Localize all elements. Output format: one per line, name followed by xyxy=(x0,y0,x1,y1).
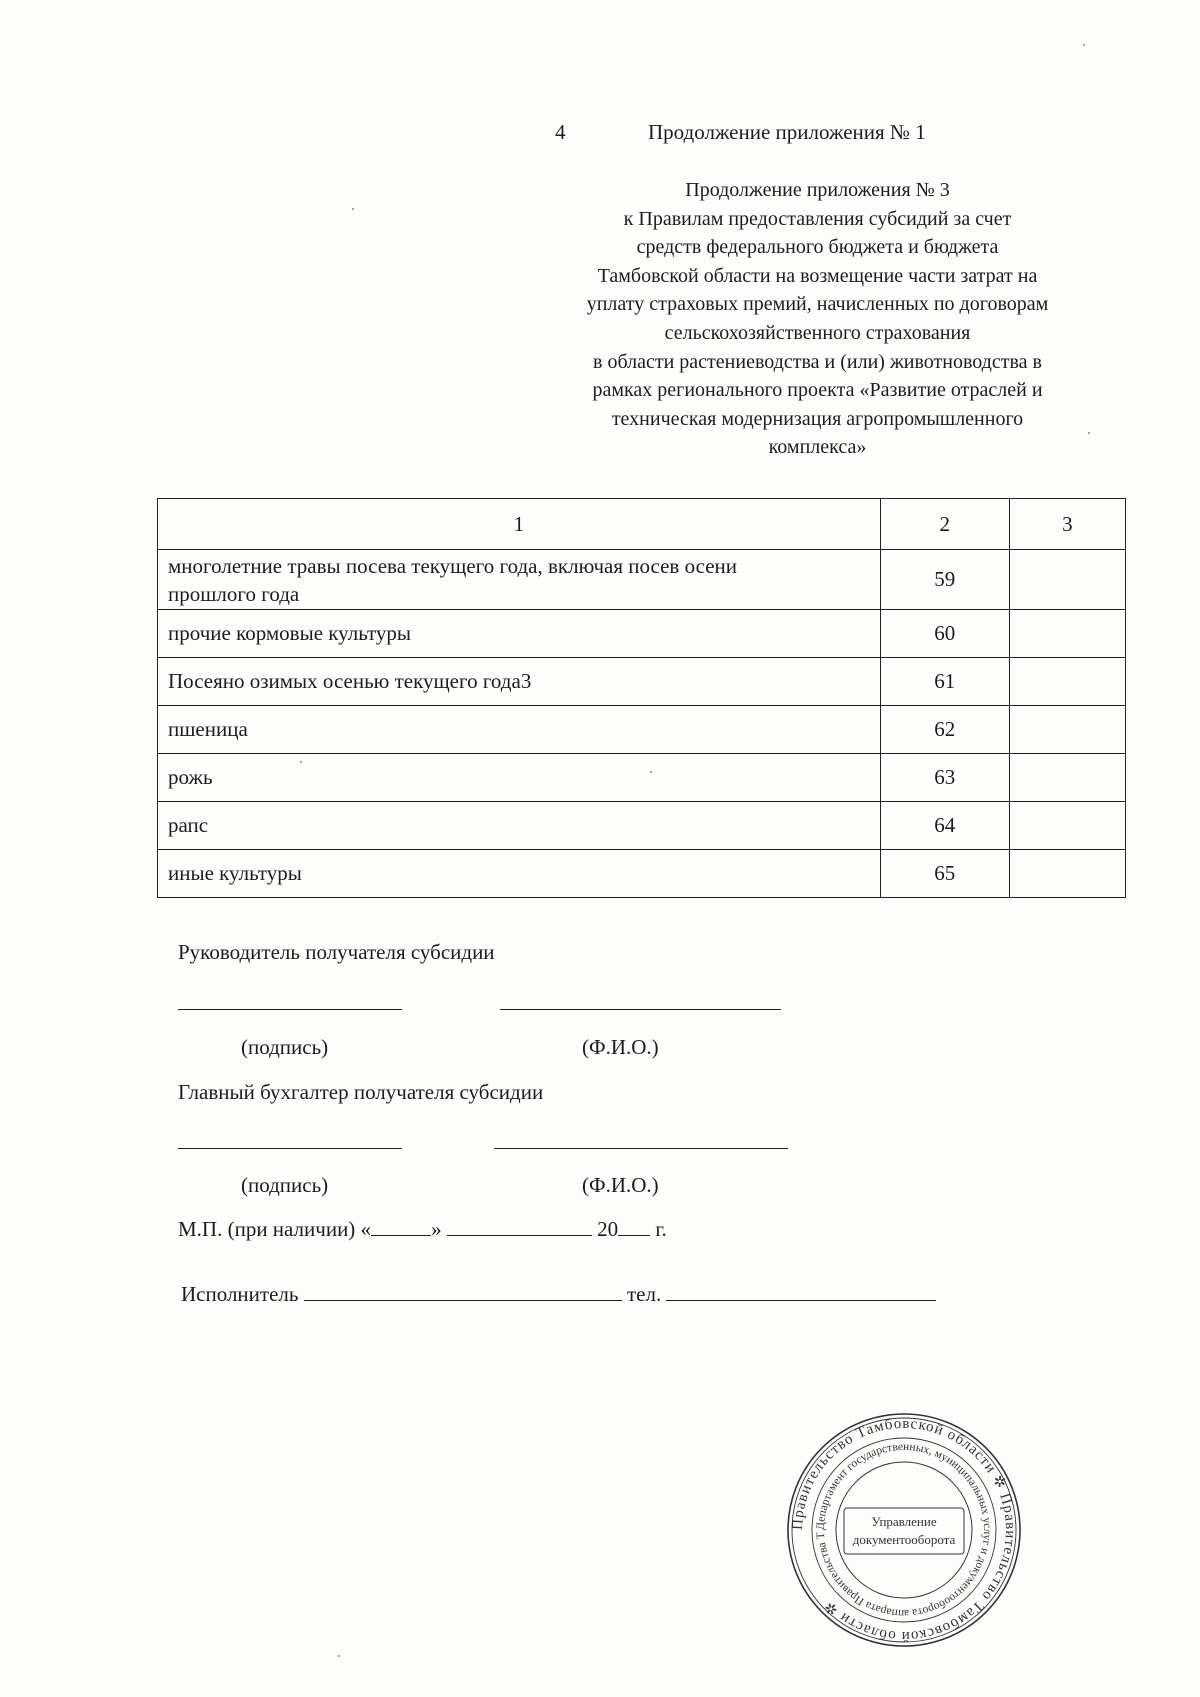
header-line: в области растениеводства и (или) животноводства в xyxy=(593,350,1042,373)
table-row xyxy=(158,550,1126,610)
accountant-signature-line[interactable] xyxy=(178,1148,402,1149)
row-name xyxy=(158,550,881,610)
row-code: 59 xyxy=(880,550,1009,610)
row-code: 60 xyxy=(880,610,1009,658)
accountant-name-caption: (Ф.И.О.) xyxy=(582,1173,659,1197)
stamp-outer-text: Правительство Тамбовской области ✲ Правительство Тамбовской области ✲ xyxy=(789,1415,1019,1645)
mp-prefix: М.П. (при наличии) « xyxy=(178,1217,372,1241)
row-code: 64 xyxy=(880,802,1009,850)
row-value-cell[interactable] xyxy=(1009,802,1125,850)
mp-close-quote: » xyxy=(431,1217,442,1241)
head-signature-caption: (подпись) xyxy=(241,1035,329,1059)
mp-month-blank[interactable] xyxy=(447,1217,592,1236)
head-label: Руководитель получателя субсидии xyxy=(178,940,495,964)
seal-date-line xyxy=(178,1217,667,1242)
scan-speck xyxy=(650,771,652,773)
accountant-label: Главный бухгалтер получателя субсидии xyxy=(178,1080,544,1104)
header-line: средств федерального бюджета и бюджета xyxy=(636,236,999,259)
stamp-center-line-1: Управление xyxy=(871,1514,937,1529)
head-signature-line[interactable] xyxy=(178,1009,402,1010)
table-row xyxy=(158,850,1126,898)
stamp-inner-text: Департамент государственных, муниципальных услуг и документооборота аппарата Правительства Т xyxy=(814,1440,994,1620)
header-line: Продолжение приложения № 3 xyxy=(685,179,950,201)
table-row xyxy=(158,610,1126,658)
row-value-cell[interactable] xyxy=(1009,658,1125,706)
appendix-1-continuation: Продолжение приложения № 1 xyxy=(648,120,926,144)
row-value-cell[interactable] xyxy=(1009,850,1125,898)
table-header-row xyxy=(158,499,1126,550)
table-row xyxy=(158,658,1126,706)
appendix-3-header xyxy=(525,176,1110,462)
table-row xyxy=(158,802,1126,850)
row-name: рапс xyxy=(158,802,881,850)
mp-year: 20 xyxy=(597,1217,619,1241)
executor-line xyxy=(181,1282,936,1307)
row-value-cell[interactable] xyxy=(1009,754,1125,802)
head-name-line[interactable] xyxy=(500,1009,781,1010)
mp-year-suffix: г. xyxy=(655,1217,667,1241)
header-line: комплекса» xyxy=(768,436,867,459)
table-row xyxy=(158,706,1126,754)
page-number: 4 xyxy=(555,120,566,144)
row-name: прочие кормовые культуры xyxy=(158,610,881,658)
scan-speck xyxy=(338,1655,340,1657)
row-name: рожь xyxy=(158,754,881,802)
mp-year-blank[interactable] xyxy=(618,1217,650,1236)
phone-label: тел. xyxy=(626,1282,662,1306)
scan-speck xyxy=(1088,432,1090,434)
header-line: Тамбовской области на возмещение части затрат на xyxy=(597,264,1038,287)
accountant-name-line[interactable] xyxy=(494,1148,788,1149)
header-line: техническая модернизация агропромышленного xyxy=(611,407,1024,430)
row-code: 63 xyxy=(880,754,1009,802)
scan-speck xyxy=(300,761,302,763)
row-value-cell[interactable] xyxy=(1009,610,1125,658)
official-stamp xyxy=(784,1410,1024,1650)
scan-speck xyxy=(352,208,354,210)
header-line: уплату страховых премий, начисленных по договорам xyxy=(586,293,1049,316)
scan-speck xyxy=(1083,44,1085,46)
crops-table xyxy=(157,498,1126,898)
stamp-seal-graphic xyxy=(784,1410,1024,1650)
row-name: иные культуры xyxy=(158,850,881,898)
executor-label: Исполнитель xyxy=(181,1282,299,1306)
column-header-2: 2 xyxy=(880,499,1009,550)
executor-name-blank[interactable] xyxy=(304,1282,622,1301)
row-code: 65 xyxy=(880,850,1009,898)
accountant-signature-caption: (подпись) xyxy=(241,1173,329,1197)
header-line: к Правилам предоставления субсидий за счет xyxy=(623,207,1012,230)
row-name: Посеяно озимых осенью текущего года3 xyxy=(158,658,881,706)
row-value-cell[interactable] xyxy=(1009,706,1125,754)
stamp-center-line-2: документооборота xyxy=(852,1532,956,1547)
header-line: сельскохозяйственного страхования xyxy=(664,321,971,344)
column-header-3: 3 xyxy=(1009,499,1125,550)
phone-blank[interactable] xyxy=(666,1282,936,1301)
header-line: рамках регионального проекта «Развитие отраслей и xyxy=(592,379,1043,402)
table-row xyxy=(158,754,1126,802)
row-value-cell[interactable] xyxy=(1009,550,1125,610)
row-name-line-2: прошлого года xyxy=(168,582,300,606)
row-name: пшеница xyxy=(158,706,881,754)
column-header-1: 1 xyxy=(158,499,881,550)
row-code: 61 xyxy=(880,658,1009,706)
head-name-caption: (Ф.И.О.) xyxy=(582,1035,659,1059)
mp-day-blank[interactable] xyxy=(371,1217,431,1236)
row-name-line-1: многолетние травы посева текущего года, включая посев осени xyxy=(168,554,737,578)
row-code: 62 xyxy=(880,706,1009,754)
